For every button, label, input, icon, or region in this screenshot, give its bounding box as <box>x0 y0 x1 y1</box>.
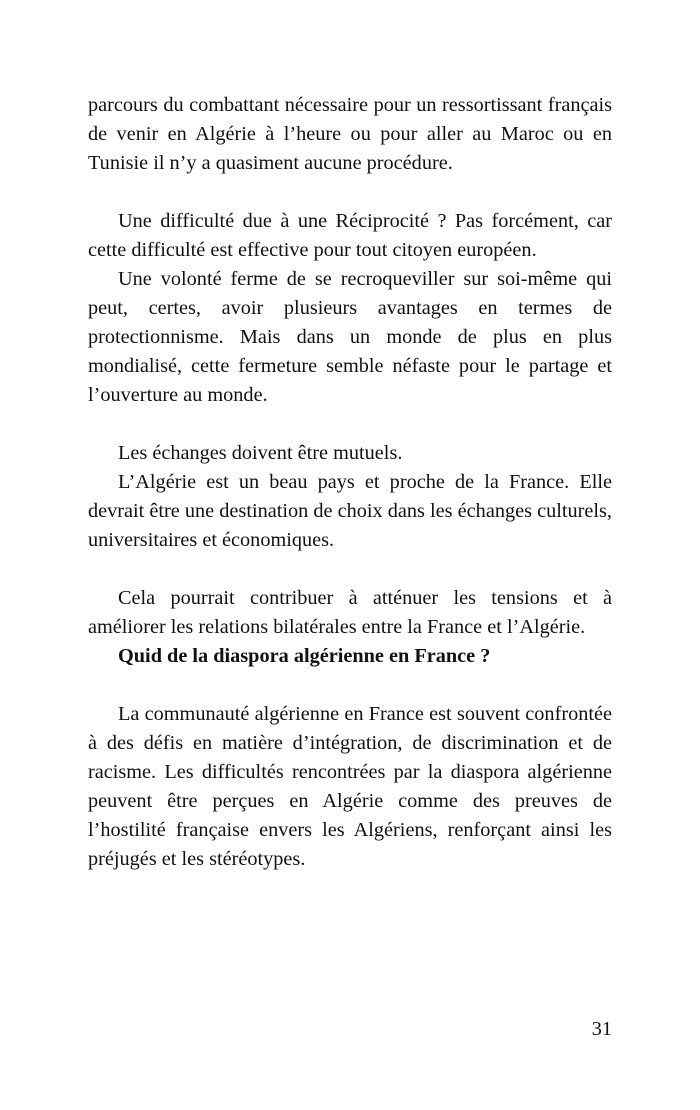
paragraph-algerie-pays: L’Algérie est un beau pays et proche de la France. Elle devrait être une destination de choix dans les échanges culturels, universitaires et économiques. <box>88 471 612 551</box>
section-heading: Quid de la diaspora algérienne en France ? <box>118 645 491 667</box>
paragraph-diaspora: La communauté algérienne en France est souvent confrontée à des défis en matière d’intégration, de discrimination et de racisme. Les difficultés rencontrées par la diaspora algérienne peuvent être perçues en Algérie comme des preuves de l’hostilité française envers les Algériens, renforçant ainsi les préjugés et les stéréotypes. <box>88 703 612 870</box>
page-number: 31 <box>591 1018 612 1040</box>
paragraph-continuation: parcours du combattant nécessaire pour un ressortissant français de venir en Algérie à l’heure ou pour aller au Maroc ou en Tunisie il n’y a quasiment aucune procédure. <box>88 94 612 174</box>
page-body <box>88 91 612 874</box>
paragraph-tensions: Cela pourrait contribuer à atténuer les tensions et à améliorer les relations bilatérales entre la France et l’Algérie. <box>88 587 612 638</box>
paragraph-volonte: Une volonté ferme de se recroqueviller sur soi-même qui peut, certes, avoir plusieurs avantages en termes de protectionnisme. Mais dans un monde de plus en plus mondialisé, cette fermeture semble néfaste pour le partage et l’ouverture au monde. <box>88 268 612 406</box>
paragraph-reciprocity: Une difficulté due à une Réciprocité ? Pas forcément, car cette difficulté est effective pour tout citoyen européen. <box>88 210 612 261</box>
paragraph-echanges: Les échanges doivent être mutuels. <box>118 442 403 464</box>
